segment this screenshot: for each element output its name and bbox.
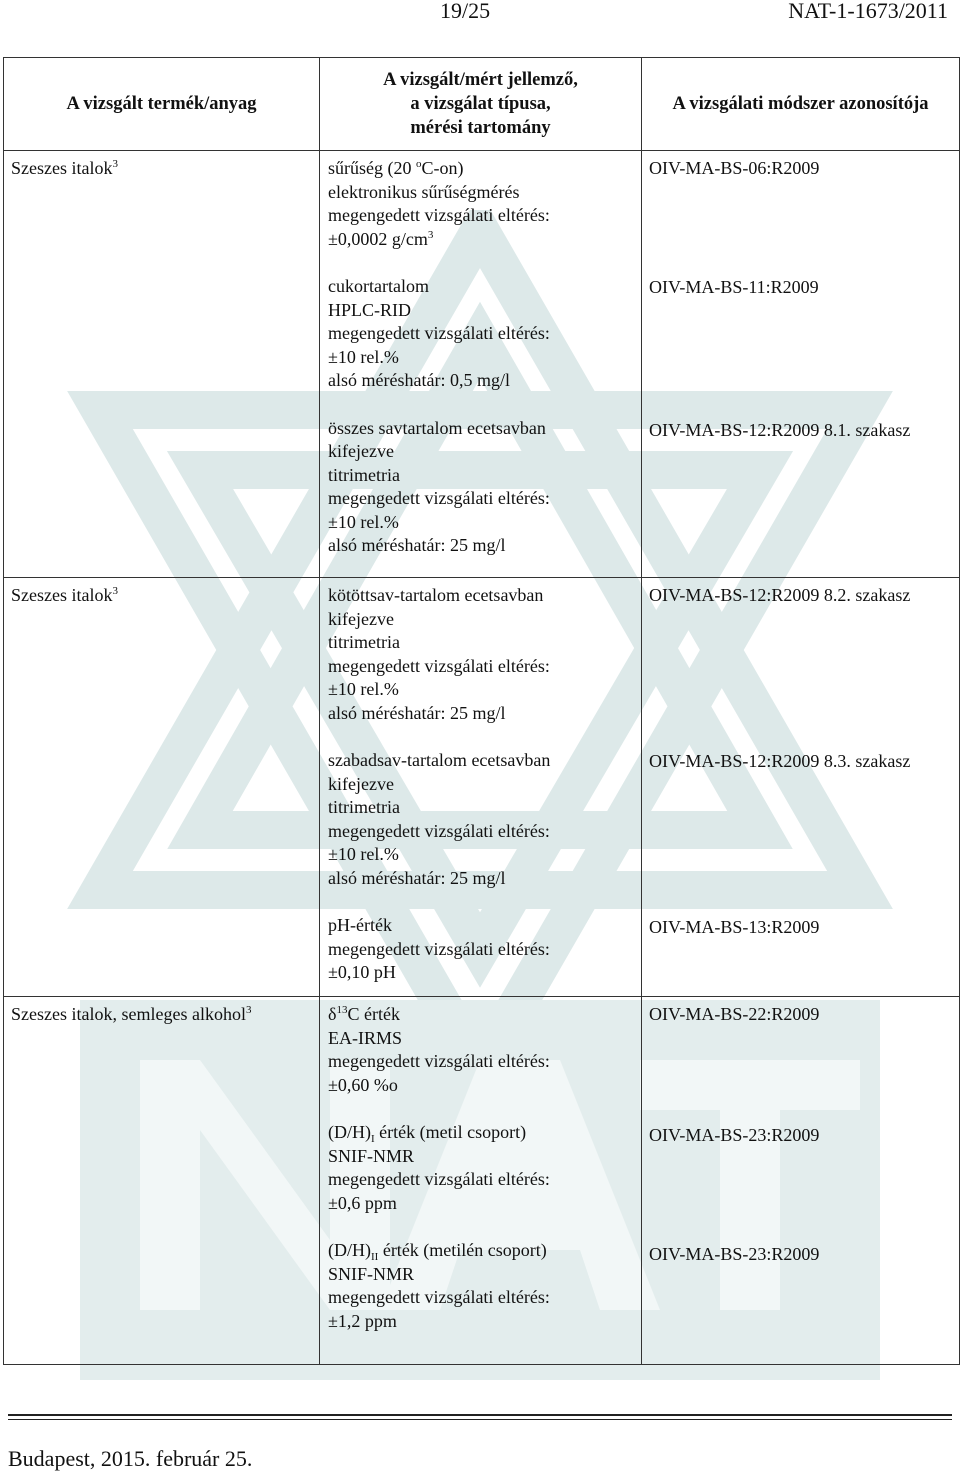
header-method: A vizsgálati módszer azonosítója (642, 58, 960, 151)
method-id: OIV-MA-BS-12:R2009 8.2. szakasz (649, 585, 911, 605)
footer-divider (8, 1419, 952, 1420)
characteristic-cell (320, 578, 642, 997)
product-cell: Szeszes italok, semleges alkohol$^3$ (4, 997, 320, 1365)
list-item: $\delta^{13}C$ érték EA-IRMS megengedett vizsgálati eltérés: ±0,60 %o (328, 1004, 550, 1095)
header-product: A vizsgált termék/anyag (4, 58, 320, 151)
method-cell (642, 578, 960, 997)
table-header-row (4, 58, 960, 151)
list-item: szabadsav-tartalom ecetsavban kifejezve titrimetria megengedett vizsgálati eltérés: ±10 rel.% alsó méréshatár: 25 mg/l (328, 750, 551, 888)
footer-divider (8, 1414, 952, 1416)
document-id: NAT-1-1673/2011 (788, 0, 948, 23)
product-cell: Szeszes italok$^3$ (4, 578, 320, 997)
method-id: OIV-MA-BS-11:R2009 (649, 277, 819, 297)
list-item: összes savtartalom ecetsavban kifejezve titrimetria megengedett vizsgálati eltérés: ±10 rel.% alsó méréshatár: 25 mg/l (328, 417, 550, 555)
page-number: 19/25 (440, 0, 491, 23)
characteristic-cell (320, 151, 642, 578)
list-item: cukortartalom HPLC-RID megengedett vizsgálati eltérés: ±10 rel.% alsó méréshatár: 0,5 mg/l (328, 276, 550, 390)
method-id: OIV-MA-BS-23:R2009 (649, 1125, 820, 1145)
table-row (4, 997, 960, 1365)
list-item: $(D/H)_{II}$ érték (metilén csoport) SNIF-NMR megengedett vizsgálati eltérés: ±1,2 ppm (328, 1240, 550, 1331)
list-item: sűrűség (20 $^o$C-on) elektronikus sűrűségmérés megengedett vizsgálati eltérés: ±0,0002 $g/cm^3$ (328, 158, 550, 249)
characteristic-cell (320, 997, 642, 1365)
product-cell: Szeszes italok$^3$ (4, 151, 320, 578)
method-id: OIV-MA-BS-06:R2009 (649, 158, 820, 178)
header-characteristic: A vizsgált/mért jellemző, a vizsgálat típusa, mérési tartomány (320, 58, 642, 151)
list-item: $(D/H)_I$ érték (metil csoport) SNIF-NMR megengedett vizsgálati eltérés: ±0,6 ppm (328, 1122, 550, 1213)
method-id: OIV-MA-BS-12:R2009 8.1. szakasz (649, 420, 911, 440)
method-id: OIV-MA-BS-23:R2009 (649, 1244, 820, 1264)
page-header (0, 0, 960, 26)
accreditation-table (3, 57, 960, 1365)
table-row (4, 151, 960, 578)
method-cell (642, 151, 960, 578)
list-item: kötöttsav-tartalom ecetsavban kifejezve titrimetria megengedett vizsgálati eltérés: ±10 rel.% alsó méréshatár: 25 mg/l (328, 585, 550, 723)
method-id: OIV-MA-BS-13:R2009 (649, 917, 820, 937)
method-id: OIV-MA-BS-12:R2009 8.3. szakasz (649, 751, 911, 771)
footer-date: Budapest, 2015. február 25. (8, 1446, 253, 1471)
method-cell (642, 997, 960, 1365)
list-item: pH-érték megengedett vizsgálati eltérés: ±0,10 pH (328, 915, 550, 982)
method-id: OIV-MA-BS-22:R2009 (649, 1004, 820, 1024)
table-row (4, 578, 960, 997)
